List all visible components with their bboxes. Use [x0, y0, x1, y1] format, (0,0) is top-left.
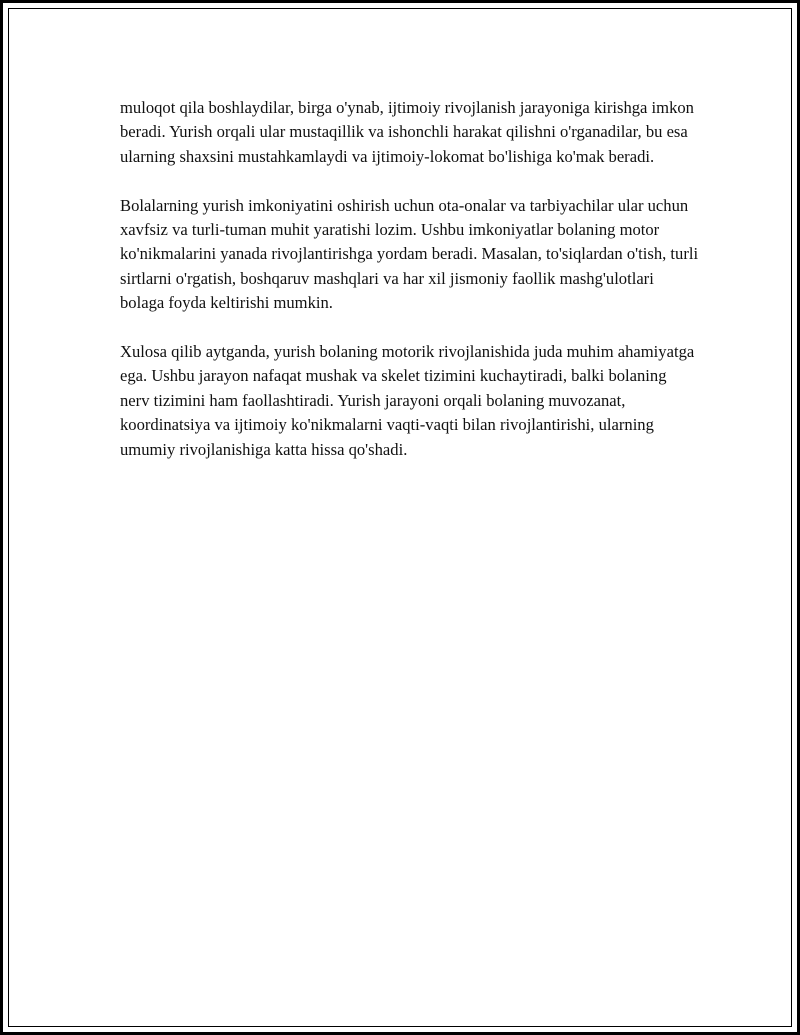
paragraph-3: Xulosa qilib aytganda, yurish bolaning motorik rivojlanishida juda muhim ahamiyatga ega. Ushbu jarayon nafaqat mushak va skelet tizimini kuchaytiradi, balki bolaning nerv tizimini ham faollashtiradi. Yurish jarayoni orqali bolaning muvozanat, koordinatsiya va ijtimoiy ko'nikmalarni vaqti-vaqti bilan rivojlantirishi, ularning umumiy rivojlanishiga katta hissa qo'shadi. — [120, 342, 695, 459]
paragraph-1: muloqot qila boshlaydilar, birga o'ynab, ijtimoiy rivojlanish jarayoniga kirishga imkon beradi. Yurish orqali ular mustaqillik va ishonchli harakat qilishni o'rganadilar, bu esa ularning shaxsini mustahkamlaydi va ijtimoiy-lokomat bo'lishiga ko'mak beradi. — [120, 98, 694, 166]
paragraph-2: Bolalarning yurish imkoniyatini oshirish uchun ota-onalar va tarbiyachilar ular uchun xavfsiz va turli-tuman muhit yaratishi lozim. Ushbu imkoniyatlar bolaning motor ko'nikmalarini yanada rivojlantirishga yordam beradi. Masalan, to'siqlardan o'tish, turli sirtlarni o'rgatish, boshqaruv mashqlari va har xil jismoniy faollik mashg'ulotlari bolaga foyda keltirishi mumkin. — [120, 195, 699, 313]
document-body — [120, 96, 700, 462]
